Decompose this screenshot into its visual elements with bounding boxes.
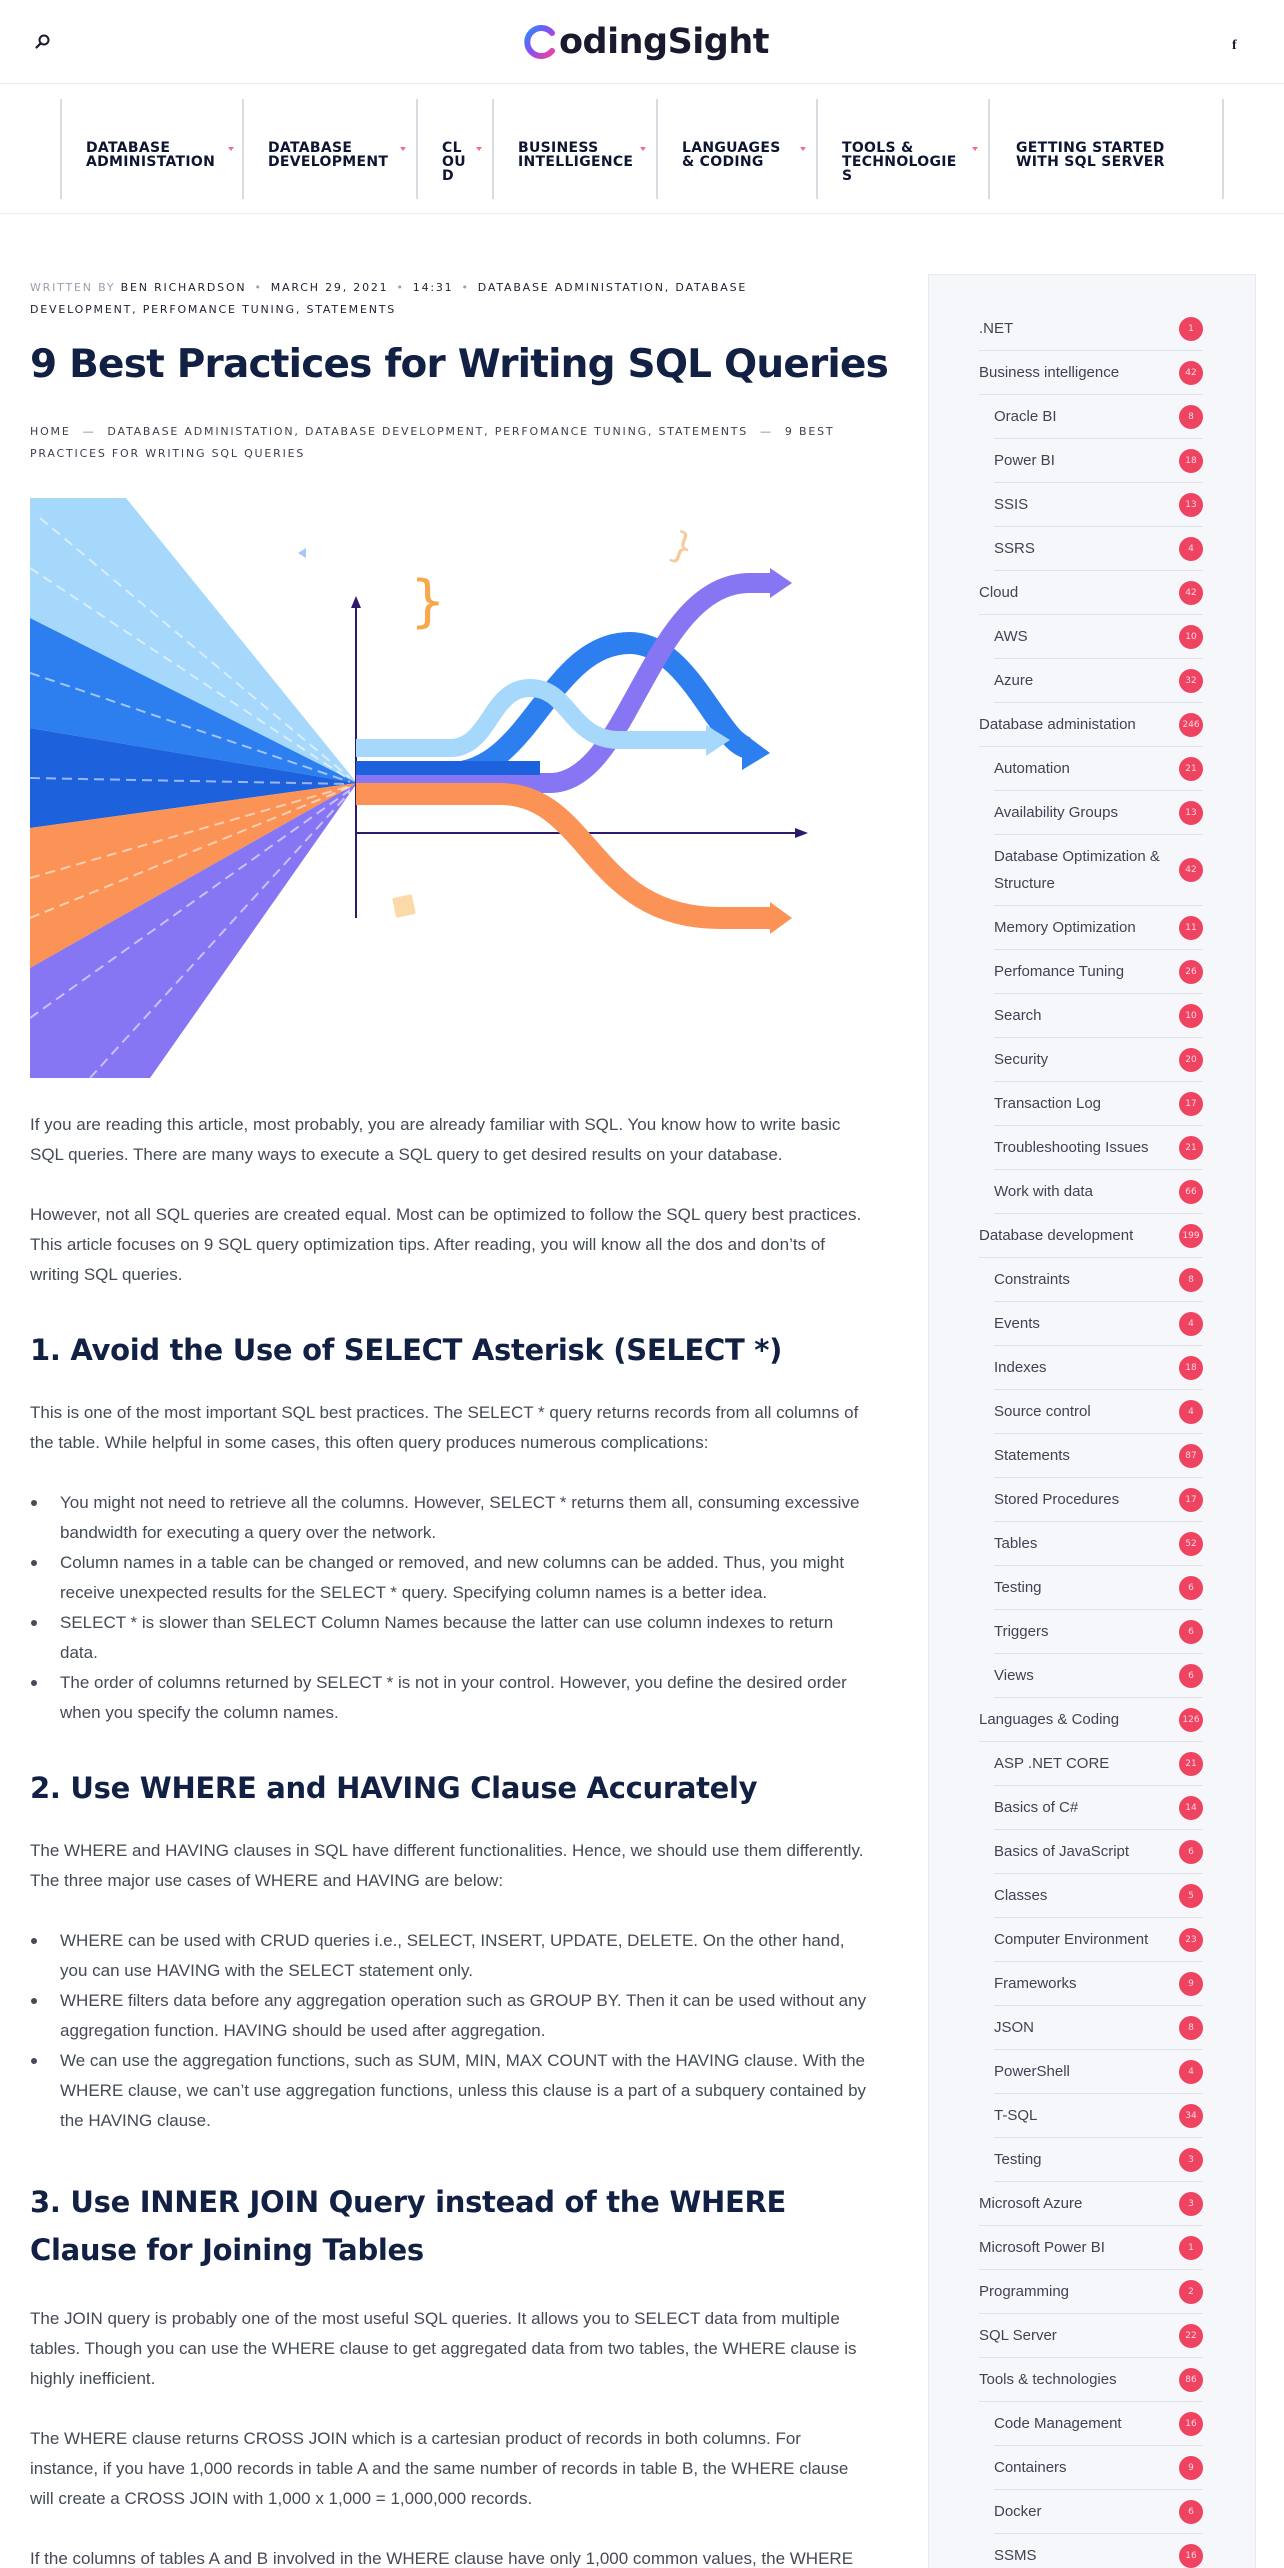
nav-label: TOOLS & TECHNOLOGIE S [842,140,957,184]
category-count-badge: 14 [1179,1796,1203,1820]
author-link[interactable]: BEN RICHARDSON [120,281,247,294]
sidebar-category-item[interactable] [994,1082,1203,1126]
logo-wordmark: odingSight [559,22,769,62]
category-count-badge: 42 [1179,581,1203,605]
nav-getting-started[interactable] [988,99,1224,199]
category-name: Source control [994,1403,1091,1420]
section-paragraph: If the columns of tables A and B involved in the WHERE clause have only 1,000 common values, the WHERE [30,2549,854,2568]
category-name: Tools & technologies [979,2371,1117,2388]
category-count-badge: 1 [1179,2236,1203,2260]
category-count-badge: 42 [1179,858,1203,882]
list-item: WHERE can be used with CRUD queries i.e., SELECT, INSERT, UPDATE, DELETE. On the other hand, you can use HAVING with the SELECT statement only. [30,1926,868,1986]
sidebar-category-item[interactable] [994,1522,1203,1566]
post-date: MARCH 29, 2021 [270,281,389,294]
category-count-badge: 13 [1179,493,1203,517]
nav-languages-coding[interactable] [656,99,818,199]
category-count-badge: 3 [1179,2192,1203,2216]
sidebar-category-item[interactable] [994,1302,1203,1346]
list-item: Column names in a table can be changed or removed, and new columns can be added. Thus, you might receive unexpected results for the SELECT * query. Specifying column names is a better idea. [30,1548,868,1608]
category-count-badge: 9 [1179,1972,1203,1996]
chevron-down-icon [228,147,234,151]
category-name: SSIS [994,496,1029,513]
category-list [979,307,1203,2568]
sidebar-category-item[interactable] [994,2402,1203,2446]
sidebar-category-item[interactable] [994,1126,1203,1170]
search-icon[interactable] [30,30,54,54]
svg-text:}: } [410,569,446,634]
category-name: PowerShell [994,2063,1070,2080]
category-count-badge: 8 [1179,405,1203,429]
main-nav [0,85,1284,214]
category-count-badge: 17 [1179,1092,1203,1116]
section-paragraph: The WHERE clause returns CROSS JOIN which is a cartesian product of records in both columns. For instance, if you have 1,000 records in table A and the same number of records in table B, the WHERE clause will create a CROSS JOIN with 1,000 x 1,000 = 1,000,000 records. [30,2429,849,2508]
intro-paragraph: If you are reading this article, most probably, you are already familiar with SQL. You know how to write basic SQL queries. There are many ways to execute a SQL query to get desired results on your database. [30,1115,841,1164]
category-name: Stored Procedures [994,1491,1120,1508]
sidebar-category-item[interactable] [979,2182,1203,2226]
category-count-badge: 23 [1179,1928,1203,1952]
sidebar-category-item[interactable] [979,2226,1203,2270]
category-name: Database administation [979,716,1136,733]
nav-label: LANGUAGES & CODING [682,140,781,170]
category-count-badge: 17 [1179,1488,1203,1512]
sidebar-category-item[interactable] [994,906,1203,950]
category-name: Languages & Coding [979,1711,1120,1728]
category-count-badge: 22 [1179,2324,1203,2348]
category-name: Code Management [994,2415,1122,2432]
sidebar-category-item[interactable] [994,1258,1203,1302]
category-count-badge: 34 [1179,2104,1203,2128]
category-name: Basics of JavaScript [994,1843,1130,1860]
facebook-icon[interactable]: f [1232,38,1237,53]
category-count-badge: 126 [1179,1708,1203,1732]
site-header [0,0,1284,84]
list-item: The order of columns returned by SELECT * is not in your control. However, you define the desired order when you specify the column names. [30,1668,868,1728]
category-count-badge: 52 [1179,1532,1203,1556]
category-name: Work with data [994,1183,1093,1200]
sidebar-category-item[interactable] [994,439,1203,483]
category-name: Computer Environment [994,1931,1149,1948]
nav-label: BUSINESS INTELLIGENCE [518,140,634,170]
hero-illustration [30,498,810,1078]
category-name: Microsoft Azure [979,2195,1083,2212]
category-count-badge: 21 [1179,1752,1203,1776]
category-count-badge: 3 [1179,2148,1203,2172]
category-count-badge: 42 [1179,361,1203,385]
sidebar-category-item[interactable] [994,2050,1203,2094]
sidebar-category-item[interactable] [979,2314,1203,2358]
category-name: Tables [994,1535,1038,1552]
chevron-down-icon [400,147,406,151]
category-count-badge: 246 [1179,713,1203,737]
sidebar-category-item[interactable] [994,747,1203,791]
sidebar-category-item[interactable] [994,2490,1203,2534]
post-categories[interactable]: DATABASE ADMINISTATION, DATABASE DEVELOPMENT, PERFOMANCE TUNING, STATEMENTS [30,281,748,316]
category-name: Classes [994,1887,1048,1904]
category-name: Search [994,1007,1042,1024]
section-paragraph: This is one of the most important SQL best practices. The SELECT * query returns records from all columns of the table. While helpful in some cases, this often query produces numerous complications: [30,1403,859,1452]
category-count-badge: 4 [1179,537,1203,561]
category-count-badge: 21 [1179,757,1203,781]
section-heading: 2. Use WHERE and HAVING Clause Accurately [30,1771,758,1805]
nav-database-administation[interactable] [60,99,244,199]
sidebar-category-item[interactable] [979,2270,1203,2314]
section-heading: 3. Use INNER JOIN Query instead of the WHERE Clause for Joining Tables [30,2185,787,2267]
category-count-badge: 21 [1179,1136,1203,1160]
category-count-badge: 6 [1179,1620,1203,1644]
sidebar-category-item[interactable] [994,1390,1203,1434]
section-heading: 1. Avoid the Use of SELECT Asterisk (SELECT *) [30,1333,783,1367]
category-name: Events [994,1315,1040,1332]
post-meta: WRITTEN BY BEN RICHARDSON • MARCH 29, 2021 • 14:31 • DATABASE ADMINISTATION, DATABASE DEVELOPMENT, PERFOMANCE TUNING, STATEMENTS [30,281,748,316]
sidebar-category-item[interactable] [979,1698,1203,1742]
category-name: Cloud [979,584,1019,601]
category-name: Frameworks [994,1975,1077,1992]
sidebar-category-item[interactable] [994,2006,1203,2050]
sidebar-category-item[interactable] [994,483,1203,527]
category-name: Availability Groups [994,804,1118,821]
list-item: You might not need to retrieve all the columns. However, SELECT * returns them all, consuming excessive bandwidth for executing a query over the network. [30,1488,868,1548]
category-count-badge: 66 [1179,1180,1203,1204]
category-count-badge: 86 [1179,2368,1203,2392]
sidebar-category-item[interactable] [979,1214,1203,1258]
nav-database-development[interactable] [242,99,418,199]
chevron-down-icon [972,147,978,151]
category-name: Triggers [994,1623,1049,1640]
category-name: Programming [979,2283,1070,2300]
section-paragraph: The WHERE and HAVING clauses in SQL have different functionalities. Hence, we should use them differently. The three major use cases of WHERE and HAVING are below: [30,1841,864,1890]
category-name: Containers [994,2459,1067,2476]
category-name: Azure [994,672,1034,689]
category-name: SSRS [994,540,1035,557]
category-count-badge: 11 [1179,916,1203,940]
sidebar-category-item[interactable] [994,835,1203,906]
sidebar-category-item[interactable] [994,994,1203,1038]
category-name: Automation [994,760,1070,777]
sidebar-category-item[interactable] [994,950,1203,994]
sidebar-category-item[interactable] [994,2446,1203,2490]
sidebar-category-item[interactable] [994,1610,1203,1654]
nav-business-intelligence[interactable] [492,99,658,199]
category-count-badge: 16 [1179,2544,1203,2568]
category-count-badge: 6 [1179,1840,1203,1864]
nav-label: DATABASE ADMINISTATION [86,140,216,170]
nav-label: GETTING STARTED WITH SQL SERVER [1016,140,1165,170]
sidebar-category-item[interactable] [994,1830,1203,1874]
intro-paragraph: However, not all SQL queries are created equal. Most can be optimized to follow the SQL query best practices. This article focuses on 9 SQL query optimization tips. After reading, you will know all the dos and don’ts of writing SQL queries. [30,1205,862,1284]
breadcrumb-home[interactable]: HOME [30,425,71,438]
nav-tools-technologies[interactable] [816,99,990,199]
breadcrumb-categories[interactable]: DATABASE ADMINISTATION, DATABASE DEVELOPMENT, PERFOMANCE TUNING, STATEMENTS [107,425,749,438]
category-name: Memory Optimization [994,919,1136,936]
sidebar-category-item[interactable] [994,395,1203,439]
category-name: SQL Server [979,2327,1057,2344]
category-count-badge: 13 [1179,801,1203,825]
list-item: We can use the aggregation functions, such as SUM, MIN, MAX COUNT with the HAVING clause. With the WHERE clause, we can’t use aggregation functions, unless this clause is a part of a subquery contained by the HAVING clause. [30,2046,868,2136]
category-name: Views [994,1667,1034,1684]
logo-mark-icon [522,24,558,60]
category-count-badge: 20 [1179,1048,1203,1072]
sidebar-category-item[interactable] [994,1742,1203,1786]
svg-text:}: } [664,523,700,571]
sidebar-category-item[interactable] [994,1786,1203,1830]
written-by-label: WRITTEN BY [30,281,116,294]
sidebar-category-item[interactable] [994,1170,1203,1214]
category-name: Statements [994,1447,1070,1464]
sidebar-category-item[interactable] [994,1434,1203,1478]
nav-label: DATABASE DEVELOPMENT [268,140,389,170]
sidebar-category-item[interactable] [994,2534,1203,2568]
category-name: Power BI [994,452,1055,469]
category-name: Transaction Log [994,1095,1102,1112]
category-count-badge: 87 [1179,1444,1203,1468]
category-name: Testing [994,1579,1042,1596]
list-item: WHERE filters data before any aggregation operation such as GROUP BY. Then it can be used without any aggregation function. HAVING should be used after aggregation. [30,1986,868,2046]
category-name: Security [994,1051,1049,1068]
sidebar-category-item[interactable] [994,1566,1203,1610]
sidebar-category-item[interactable] [979,571,1203,615]
chevron-down-icon [476,147,482,151]
category-name: JSON [994,2019,1035,2036]
chevron-down-icon [640,147,646,151]
sidebar-category-item[interactable] [994,615,1203,659]
category-name: .NET [979,320,1014,337]
sidebar-category-item[interactable] [979,2358,1203,2402]
sidebar-category-item[interactable] [994,527,1203,571]
category-name: Basics of C# [994,1799,1079,1816]
category-count-badge: 4 [1179,1312,1203,1336]
category-name: Database Optimization & Structure [994,848,1160,892]
category-count-badge: 8 [1179,2016,1203,2040]
site-logo[interactable] [522,18,769,66]
sidebar-category-item[interactable] [994,2138,1203,2182]
section-paragraph: The JOIN query is probably one of the most useful SQL queries. It allows you to SELECT data from multiple tables. Though you can use the WHERE clause to get aggregated data from two tables, the WHERE clause is highly inefficient. [30,2309,857,2388]
category-count-badge: 6 [1179,1576,1203,1600]
category-count-badge: 18 [1179,1356,1203,1380]
sidebar-categories [928,274,1256,2568]
nav-cloud[interactable] [416,99,494,199]
page-title: 9 Best Practices for Writing SQL Queries [30,342,889,387]
sidebar-category-item[interactable] [994,791,1203,835]
category-name: AWS [994,628,1028,645]
breadcrumb-current: 9 BEST PRACTICES FOR WRITING SQL QUERIES [30,425,835,460]
sidebar-category-item[interactable] [979,351,1203,395]
bullet-list [30,1488,868,1728]
sidebar-category-item[interactable] [994,1874,1203,1918]
nav-label: CL OU D [442,140,466,184]
category-name: Database development [979,1227,1134,1244]
breadcrumb: HOME — DATABASE ADMINISTATION, DATABASE DEVELOPMENT, PERFOMANCE TUNING, STATEMENTS — 9 BEST PRACTICES FOR WRITING SQL QUERIES [30,425,835,460]
category-name: Testing [994,2151,1042,2168]
category-count-badge: 6 [1179,2500,1203,2524]
post-time: 14:31 [412,281,454,294]
category-count-badge: 8 [1179,1268,1203,1292]
category-count-badge: 4 [1179,2060,1203,2084]
sidebar-category-item[interactable] [994,1478,1203,1522]
category-name: SSMS [994,2547,1037,2564]
category-name: Indexes [994,1359,1047,1376]
sidebar-category-item[interactable] [994,1962,1203,2006]
sidebar-category-item[interactable] [994,1346,1203,1390]
category-count-badge: 6 [1179,1664,1203,1688]
sidebar-category-item[interactable] [994,1654,1203,1698]
sidebar-category-item[interactable] [979,307,1203,351]
category-count-badge: 32 [1179,669,1203,693]
category-count-badge: 18 [1179,449,1203,473]
category-name: Microsoft Power BI [979,2239,1105,2256]
category-name: Oracle BI [994,408,1057,425]
sidebar-category-item[interactable] [994,1918,1203,1962]
category-count-badge: 10 [1179,1004,1203,1028]
category-name: Perfomance Tuning [994,963,1125,980]
category-count-badge: 10 [1179,625,1203,649]
category-count-badge: 4 [1179,1400,1203,1424]
chevron-down-icon [800,147,806,151]
category-name: Business intelligence [979,364,1120,381]
sidebar-category-item[interactable] [994,1038,1203,1082]
category-count-badge: 2 [1179,2280,1203,2304]
article-body [30,1110,868,2568]
category-name: Docker [994,2503,1042,2520]
category-count-badge: 5 [1179,1884,1203,1908]
category-name: ASP .NET CORE [994,1755,1110,1772]
sidebar-category-item[interactable] [994,659,1203,703]
category-name: Troubleshooting Issues [994,1139,1149,1156]
sidebar-category-item[interactable] [994,2094,1203,2138]
category-count-badge: 16 [1179,2412,1203,2436]
category-count-badge: 199 [1179,1224,1203,1248]
category-name: T-SQL [994,2107,1038,2124]
sidebar-category-item[interactable] [979,703,1203,747]
bullet-list [30,1926,868,2136]
category-count-badge: 9 [1179,2456,1203,2480]
category-count-badge: 1 [1179,317,1203,341]
category-name: Constraints [994,1271,1070,1288]
category-count-badge: 26 [1179,960,1203,984]
list-item: SELECT * is slower than SELECT Column Names because the latter can use column indexes to return data. [30,1608,868,1668]
